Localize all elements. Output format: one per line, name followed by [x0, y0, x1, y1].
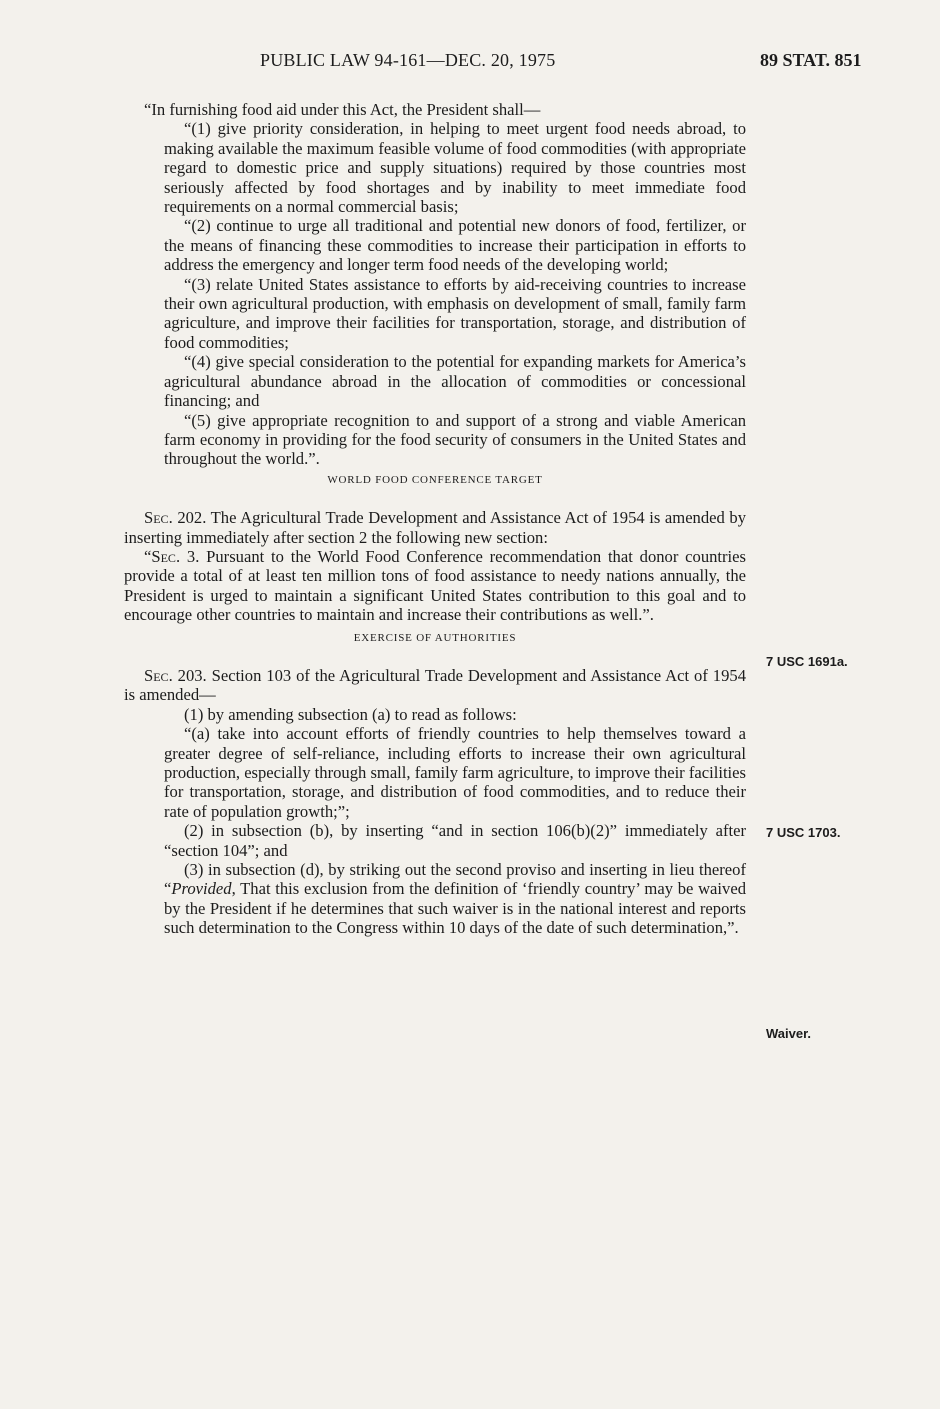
intro-paragraph: “In furnishing food aid under this Act, the President shall— — [144, 100, 541, 119]
amendment-item: (2) in subsection (b), by inserting “and in section 106(b)(2)” immediately after “section 104”; and — [164, 821, 746, 860]
section-203-paragraph — [124, 666, 746, 705]
margin-note-citation: 7 USC 1703. — [766, 825, 841, 840]
section-3-text: 3. Pursuant to the World Food Conference recommendation that donor countries provide a total of at least ten million tons of food assistance to needy nations annually, the President is urged to maintain a significant United States contribution to this goal and to encourage other countries to maintain and increase their contributions as well.”. — [124, 546, 746, 625]
section-202-text: 202. The Agricultural Trade Development and Assistance Act of 1954 is amended by inserting immediately after section 2 the following new section: — [124, 508, 746, 547]
priority-item: “(1) give priority consideration, in helping to meet urgent food needs abroad, to making available the maximum feasible volume of food commodities (with appropriate regard to domestic price and supply situations) required by those countries most seriously affected by food shortages and by inability to meet immediate food requirements on a normal commercial basis; — [164, 119, 746, 217]
section-3-paragraph — [124, 547, 746, 625]
priority-item: “(2) continue to urge all traditional and potential new donors of food, fertilizer, or the means of financing these commodities to increase their participation in efforts to address the emergency and longer term food needs of the developing world; — [164, 216, 746, 275]
page-header-title: PUBLIC LAW 94-161—DEC. 20, 1975 — [260, 50, 556, 70]
amendment-item: (1) by amending subsection (a) to read as follows: — [184, 704, 517, 724]
section-203-text: 203. Section 103 of the Agricultural Trade Development and Assistance Act of 1954 is amended— — [124, 665, 746, 705]
amendment-text: (3) in subsection (d), by striking out the second proviso and inserting in lieu thereof “ — [164, 860, 746, 899]
amendment-item — [124, 860, 746, 938]
section-202-paragraph — [124, 508, 746, 547]
section-heading: EXERCISE OF AUTHORITIES — [353, 631, 517, 644]
provided-term: Provided — [171, 879, 232, 899]
margin-note-waiver: Waiver. — [766, 1026, 812, 1041]
priority-item: “(5) give appropriate recognition to and support of a strong and viable American farm economy in providing for the food security of consumers in the United States and throughout the world.”. — [164, 410, 746, 469]
margin-note-citation: 7 USC 1691a. — [766, 654, 848, 669]
section-label: Sec. — [144, 665, 173, 685]
body-text — [124, 100, 746, 938]
section-label: Sec. — [151, 546, 181, 566]
open-quote: “ — [144, 546, 152, 566]
amendment-text: , That this exclusion from the definition of ‘friendly country’ may be waived by the President if he determines that such waiver is in the national interest and reports such determination to the Congress within 10 days of the date of such determination,”. — [164, 879, 746, 938]
page-header-stat: 89 STAT. 851 — [760, 50, 862, 70]
priority-item: “(3) relate United States assistance to efforts by aid-receiving countries to increase their own agricultural production, with emphasis on development of small, family farm agriculture, and improve their facilities for transportation, storage, and distribution of food commodities; — [164, 274, 746, 352]
section-label: Sec. — [144, 508, 173, 528]
section-heading: WORLD FOOD CONFERENCE TARGET — [327, 473, 543, 486]
amendment-subitem: “(a) take into account efforts of friendly countries to help themselves toward a greater degree of self-reliance, including efforts to increase their own agricultural production, especially through small, family farm agriculture, to improve their facilities for transportation, storage, and distribution of food commodities, and to reduce their rate of population growth;”; — [164, 724, 746, 821]
priority-item: “(4) give special consideration to the potential for expanding markets for America’s agricultural abundance abroad in the allocation of commodities or concessional financing; and — [164, 352, 746, 411]
